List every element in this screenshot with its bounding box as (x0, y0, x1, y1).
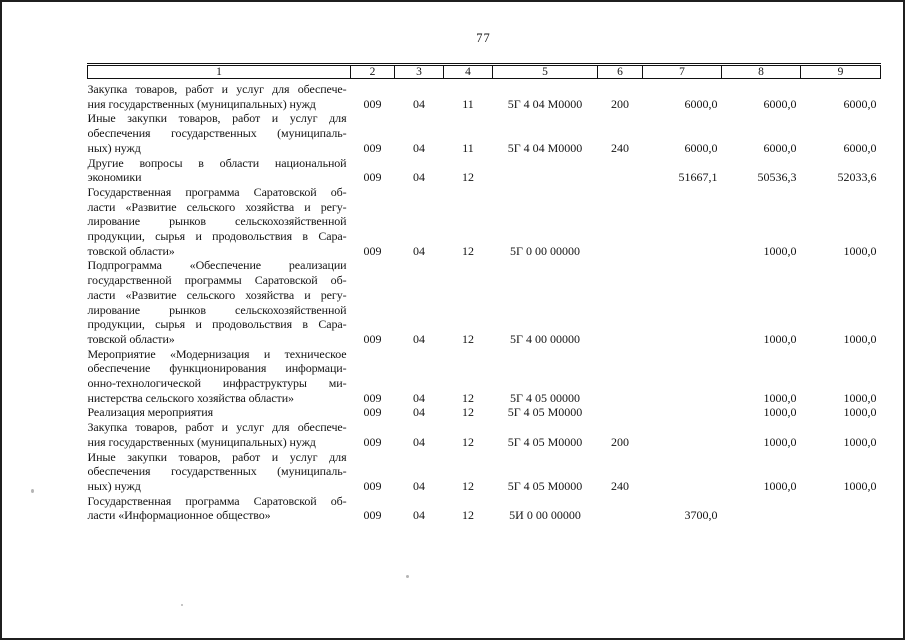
cell-col2: 009 (363, 96, 382, 111)
col-header-4: 4 (444, 65, 493, 79)
row-description: Закупка товаров, работ и услуг для обеспече- ния государственных (муниципальных) нужд (87, 82, 347, 111)
cell-col2: 009 (363, 243, 382, 258)
row-description: Реализация мероприятия (87, 405, 214, 420)
cell-col7: 6000,0 (684, 96, 718, 111)
cell-col4: 12 (462, 405, 474, 420)
cell-col2: 009 (363, 434, 382, 449)
cell-col8: 1000,0 (763, 478, 797, 493)
cell-col5: 5Г 4 05 М0000 (507, 434, 583, 449)
scan-artifact (181, 604, 183, 606)
cell-col9: 1000,0 (843, 478, 877, 493)
page-number: 77 (476, 31, 491, 45)
col-header-1: 1 (88, 65, 351, 79)
cell-col7: 6000,0 (684, 140, 718, 155)
row-description: Мероприятие «Модернизация и техническое обеспечение функционирования информаци- онно-технологической инфраструктуры ми- нистерства сельского хозяйства области» (87, 346, 347, 405)
cell-col7 (643, 185, 722, 259)
cell-col3: 04 (413, 331, 425, 346)
cell-col2: 009 (363, 170, 382, 185)
cell-col7 (643, 258, 722, 346)
cell-col8: 1000,0 (763, 390, 797, 405)
cell-col8: 1000,0 (763, 243, 797, 258)
cell-col3: 04 (413, 508, 425, 523)
scan-artifact (406, 575, 409, 578)
cell-col6: 240 (611, 140, 629, 155)
cell-col5: 5Г 4 00 00000 (510, 331, 580, 346)
cell-col2: 009 (363, 405, 382, 420)
cell-col6 (598, 185, 643, 259)
cell-col9: 1000,0 (843, 390, 877, 405)
cell-col7 (643, 405, 722, 420)
col-header-2: 2 (351, 65, 395, 79)
row-description: Государственная программа Саратовской об- ласти «Развитие сельского хозяйства и регу- лирование рынков сельскохозяйственной продукции, сырья и продовольствия в Сара- товской области» (87, 184, 347, 258)
cell-col6 (598, 347, 643, 406)
cell-col3: 04 (413, 405, 425, 420)
cell-col4: 12 (462, 478, 474, 493)
table-row (88, 111, 881, 155)
table-row (88, 450, 881, 494)
row-description: Подпрограмма «Обеспечение реализации государственной программы Саратовской об- ласти «Развитие сельского хозяйства и регу- лирование рынков сельскохозяйственной продукции, сырья и продовольствия в Сара- товской области» (87, 258, 347, 346)
table-row (88, 420, 881, 449)
cell-col7 (643, 420, 722, 449)
cell-col5: 5Г 4 05 00000 (510, 390, 580, 405)
scan-artifact (31, 489, 34, 493)
cell-col4: 12 (462, 508, 474, 523)
cell-col8: 6000,0 (763, 140, 797, 155)
cell-col6 (598, 156, 643, 185)
cell-col2: 009 (363, 140, 382, 155)
cell-col3: 04 (413, 434, 425, 449)
cell-col2: 009 (363, 331, 382, 346)
cell-col5: 5Г 4 04 М0000 (507, 96, 583, 111)
table-row (88, 156, 881, 185)
cell-col7: 3700,0 (684, 508, 718, 523)
cell-col8: 1000,0 (763, 331, 797, 346)
table-row (88, 494, 881, 523)
cell-col5: 5Г 4 04 М0000 (507, 140, 583, 155)
cell-col4: 11 (462, 140, 474, 155)
cell-col6: 200 (611, 96, 629, 111)
cell-col8: 6000,0 (763, 96, 797, 111)
cell-col2: 009 (363, 478, 382, 493)
cell-col9: 1000,0 (843, 434, 877, 449)
cell-col9: 1000,0 (843, 405, 877, 420)
cell-col8 (722, 494, 801, 523)
cell-col6 (598, 405, 643, 420)
cell-col9: 1000,0 (843, 331, 877, 346)
table-row (88, 258, 881, 346)
budget-table (87, 63, 881, 523)
cell-col3: 04 (413, 96, 425, 111)
row-description: Закупка товаров, работ и услуг для обеспече- ния государственных (муниципальных) нужд (87, 420, 347, 449)
row-description: Другие вопросы в области национальной экономики (87, 155, 347, 185)
cell-col8: 1000,0 (763, 405, 797, 420)
cell-col7 (643, 347, 722, 406)
cell-col9 (801, 494, 881, 523)
cell-col3: 04 (413, 140, 425, 155)
table-header-row (88, 65, 881, 79)
cell-col4: 12 (462, 170, 474, 185)
cell-col4: 12 (462, 390, 474, 405)
cell-col6 (598, 258, 643, 346)
cell-col6 (598, 494, 643, 523)
row-description: Иные закупки товаров, работ и услуг для обеспечения государственных (муниципаль- ных) нужд (87, 111, 347, 155)
cell-col3: 04 (413, 170, 425, 185)
cell-col8: 50536,3 (757, 170, 797, 185)
col-header-8: 8 (722, 65, 801, 79)
cell-col3: 04 (413, 390, 425, 405)
cell-col6: 240 (611, 478, 629, 493)
cell-col4: 11 (462, 96, 474, 111)
cell-col5: 5Г 4 05 М0000 (507, 405, 583, 420)
cell-col3: 04 (413, 478, 425, 493)
cell-col4: 12 (462, 331, 474, 346)
row-description: Государственная программа Саратовской об- ласти «Информационное общество» (87, 493, 347, 523)
cell-col5: 5Г 4 05 М0000 (507, 478, 583, 493)
cell-col5: 5Г 0 00 00000 (510, 243, 580, 258)
cell-col8: 1000,0 (763, 434, 797, 449)
col-header-7: 7 (643, 65, 722, 79)
cell-col6: 200 (611, 434, 629, 449)
cell-col2: 009 (363, 390, 382, 405)
cell-col3: 04 (413, 243, 425, 258)
cell-col7: 51667,1 (678, 170, 718, 185)
cell-col5 (493, 156, 598, 185)
cell-col4: 12 (462, 434, 474, 449)
cell-col4: 12 (462, 243, 474, 258)
cell-col9: 52033,6 (837, 170, 877, 185)
table-row (88, 185, 881, 259)
cell-col5: 5И 0 00 00000 (509, 508, 581, 523)
cell-col9: 6000,0 (843, 96, 877, 111)
table-row (88, 79, 881, 112)
cell-col9: 1000,0 (843, 243, 877, 258)
table-row (88, 347, 881, 406)
col-header-3: 3 (395, 65, 444, 79)
col-header-6: 6 (598, 65, 643, 79)
cell-col2: 009 (363, 508, 382, 523)
table-row (88, 405, 881, 420)
row-description: Иные закупки товаров, работ и услуг для обеспечения государственных (муниципаль- ных) нужд (87, 449, 347, 493)
col-header-5: 5 (493, 65, 598, 79)
cell-col9: 6000,0 (843, 140, 877, 155)
table-body (88, 79, 881, 524)
cell-col7 (643, 450, 722, 494)
col-header-9: 9 (801, 65, 881, 79)
